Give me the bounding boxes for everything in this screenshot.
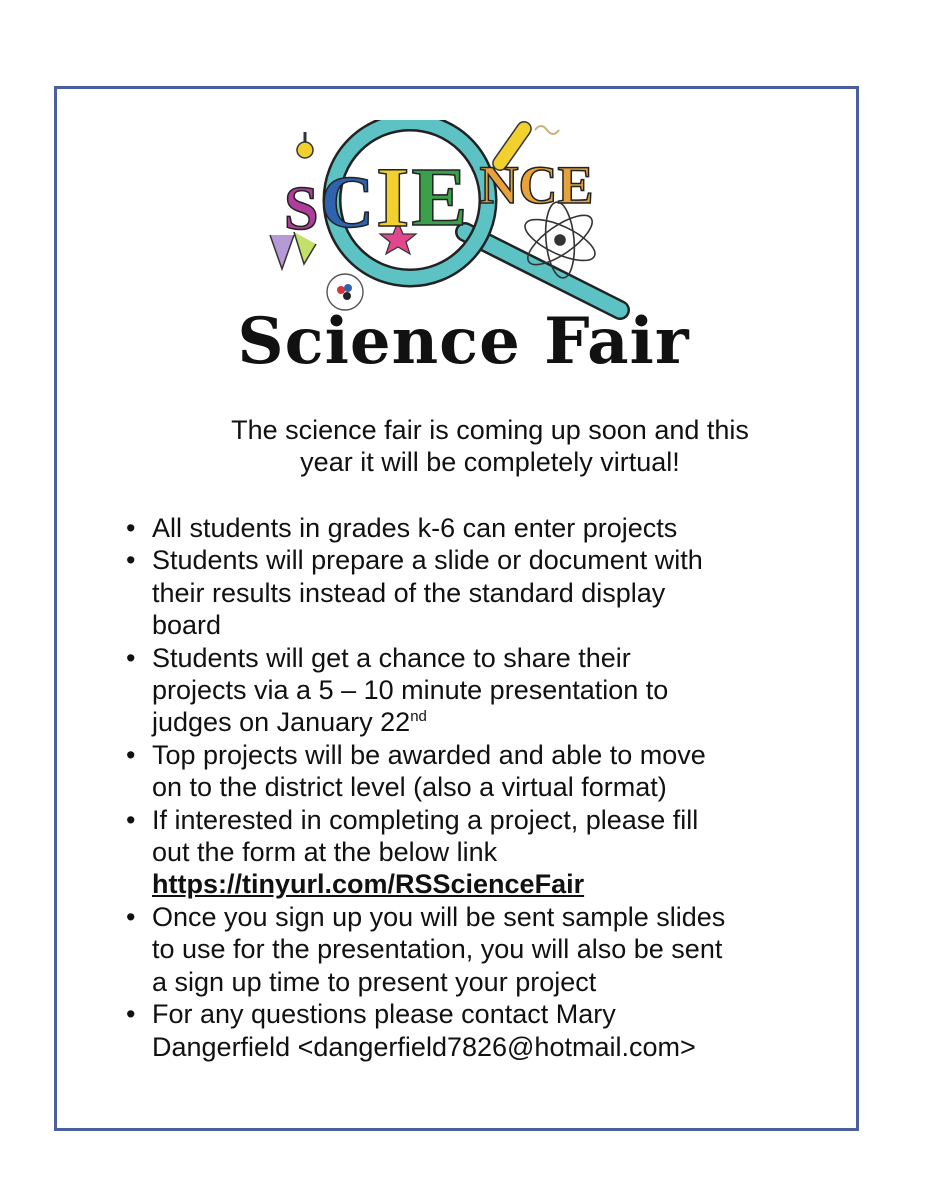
magnifier-handle-icon [465, 232, 620, 310]
list-item [126, 901, 852, 998]
star-icon [380, 222, 416, 254]
list-item [126, 512, 852, 544]
bullet-marker: • [126, 642, 136, 673]
logo-letter-c: C [320, 162, 374, 244]
bullet-5-line-2: out the form at the below link [152, 837, 498, 868]
logo-letter-i: I [375, 149, 410, 245]
bullet-2-line-1: Students will prepare a slide or document with [152, 545, 703, 576]
list-item [126, 642, 852, 739]
bullet-4-line-1: Top projects will be awarded and able to move [152, 739, 706, 770]
bullet-marker: • [126, 999, 136, 1030]
bullet-3-line-2: projects via a 5 – 10 minute presentation to [152, 675, 669, 706]
list-item [126, 998, 852, 1063]
date-ordinal-suffix: nd [410, 708, 427, 726]
logo-letter-c2: C [518, 155, 558, 215]
intro-text [150, 414, 830, 478]
info-bullet-list [126, 512, 852, 1063]
science-logo-illustration [260, 120, 640, 330]
bullet-2-line-2: their results instead of the standard display [152, 577, 666, 608]
intro-line-2: year it will be completely virtual! [300, 447, 680, 477]
bullet-3-line-3: judges on January 22 [152, 707, 411, 738]
bullet-marker: • [126, 804, 136, 835]
bullet-marker: • [126, 545, 136, 576]
bullet-6-line-3: a sign up time to present your project [152, 966, 597, 997]
test-tube-icon [490, 120, 559, 173]
bullet-4-line-2: on to the district level (also a virtual format) [152, 772, 667, 803]
signup-form-link[interactable]: https://tinyurl.com/RSScienceFair [152, 869, 585, 900]
bullet-1-line-1: All students in grades k-6 can enter projects [152, 513, 678, 543]
list-item [126, 739, 852, 804]
bullet-marker: • [126, 739, 136, 770]
bullet-7-line-2: Dangerfield <dangerfield7826@hotmail.com> [152, 1031, 696, 1062]
beaker-icon [270, 232, 316, 269]
bullet-marker: • [126, 513, 136, 543]
page-title: Science Fair [237, 304, 690, 379]
bullet-marker: • [126, 901, 136, 932]
logo-letter-e: E [411, 151, 468, 244]
list-item [126, 544, 852, 641]
list-item [126, 804, 852, 901]
logo-letter-e2: E [557, 155, 594, 215]
bullet-6-line-2: to use for the presentation, you will also be sent [152, 934, 723, 965]
bullet-7-line-1: For any questions please contact Mary [152, 999, 616, 1030]
bullet-6-line-1: Once you sign up you will be sent sample slides [152, 901, 726, 932]
intro-line-1: The science fair is coming up soon and this [231, 415, 749, 445]
logo-letter-n: N [479, 155, 519, 215]
flask-icon [297, 132, 313, 158]
bullet-3-line-1: Students will get a chance to share their [152, 642, 631, 673]
logo-letter-s: S [284, 175, 319, 243]
bullet-5-line-1: If interested in completing a project, please fill [152, 804, 699, 835]
bullet-2-line-3: board [152, 610, 222, 641]
